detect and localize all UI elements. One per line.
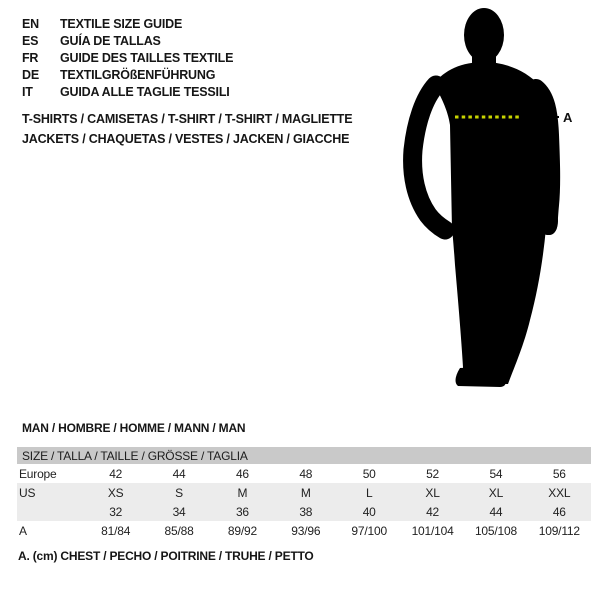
garment-categories — [22, 109, 352, 149]
table-cell: L — [338, 483, 401, 502]
language-code: ES — [22, 34, 39, 48]
language-row — [22, 33, 233, 50]
table-cell: 32 — [84, 502, 147, 521]
table-cell: 54 — [489, 466, 503, 481]
table-cell: S — [147, 483, 210, 502]
language-code: DE — [22, 68, 39, 82]
size-table-header-row — [17, 447, 591, 464]
row-label: US — [17, 483, 84, 502]
row-label — [17, 502, 84, 521]
gender-heading: MAN / HOMBRE / HOMME / MANN / MAN — [22, 421, 246, 435]
language-list — [22, 16, 233, 101]
table-cell: 40 — [338, 502, 401, 521]
table-cell: 36 — [211, 502, 274, 521]
language-code: IT — [22, 85, 33, 99]
table-cell: M — [274, 483, 337, 502]
row-label: A — [19, 523, 27, 538]
language-row — [22, 67, 233, 84]
language-row — [22, 50, 233, 67]
table-cell: 101/104 — [411, 523, 454, 538]
language-code: FR — [22, 51, 39, 65]
table-cell: 44 — [464, 502, 527, 521]
language-title: TEXTILGRÖßENFÜHRUNG — [60, 68, 216, 82]
table-row-numeric — [17, 502, 591, 521]
table-cell: 42 — [401, 502, 464, 521]
language-title: GUÍA DE TALLAS — [60, 34, 161, 48]
table-cell: 81/84 — [101, 523, 131, 538]
table-cell: 44 — [172, 466, 186, 481]
table-cell: 89/92 — [227, 523, 257, 538]
man-silhouette-figure — [400, 0, 580, 400]
language-row — [22, 84, 233, 101]
table-cell: 50 — [362, 466, 376, 481]
table-row-us — [17, 483, 591, 502]
table-cell: XL — [464, 483, 527, 502]
table-cell: 105/108 — [474, 523, 517, 538]
table-cell: XS — [84, 483, 147, 502]
table-cell: 46 — [528, 502, 591, 521]
table-row-europe — [17, 464, 591, 483]
language-title: GUIDE DES TAILLES TEXTILE — [60, 51, 234, 65]
table-cell: M — [211, 483, 274, 502]
table-cell: 34 — [147, 502, 210, 521]
table-cell: XL — [401, 483, 464, 502]
language-title: TEXTILE SIZE GUIDE — [60, 17, 183, 31]
man-silhouette — [413, 8, 558, 387]
table-cell: 38 — [274, 502, 337, 521]
table-cell: 93/96 — [291, 523, 321, 538]
size-table — [17, 447, 591, 540]
table-cell: 85/88 — [164, 523, 194, 538]
category-jackets: JACKETS / CHAQUETAS / VESTES / JACKEN / GIACCHE — [22, 132, 350, 146]
language-code: EN — [22, 17, 39, 31]
measurement-footnote: A. (cm) CHEST / PECHO / POITRINE / TRUHE / PETTO — [18, 549, 314, 563]
table-cell: 46 — [235, 466, 249, 481]
language-row — [22, 16, 233, 33]
table-cell: 56 — [552, 466, 566, 481]
measure-label-a: A — [563, 110, 573, 125]
category-tshirts: T-SHIRTS / CAMISETAS / T-SHIRT / T-SHIRT / MAGLIETTE — [22, 112, 353, 126]
table-cell: XXL — [528, 483, 591, 502]
man-silhouette-graphic — [400, 0, 580, 400]
table-cell: 97/100 — [351, 523, 387, 538]
table-cell: 42 — [109, 466, 123, 481]
table-cell: 109/112 — [538, 523, 580, 538]
table-cell: 48 — [299, 466, 313, 481]
size-table-header: SIZE / TALLA / TAILLE / GRÖSSE / TAGLIA — [17, 447, 591, 464]
row-label: Europe — [19, 466, 57, 481]
language-title: GUIDA ALLE TAGLIE TESSILI — [60, 85, 230, 99]
table-cell: 52 — [426, 466, 440, 481]
table-row-chest — [17, 521, 591, 540]
